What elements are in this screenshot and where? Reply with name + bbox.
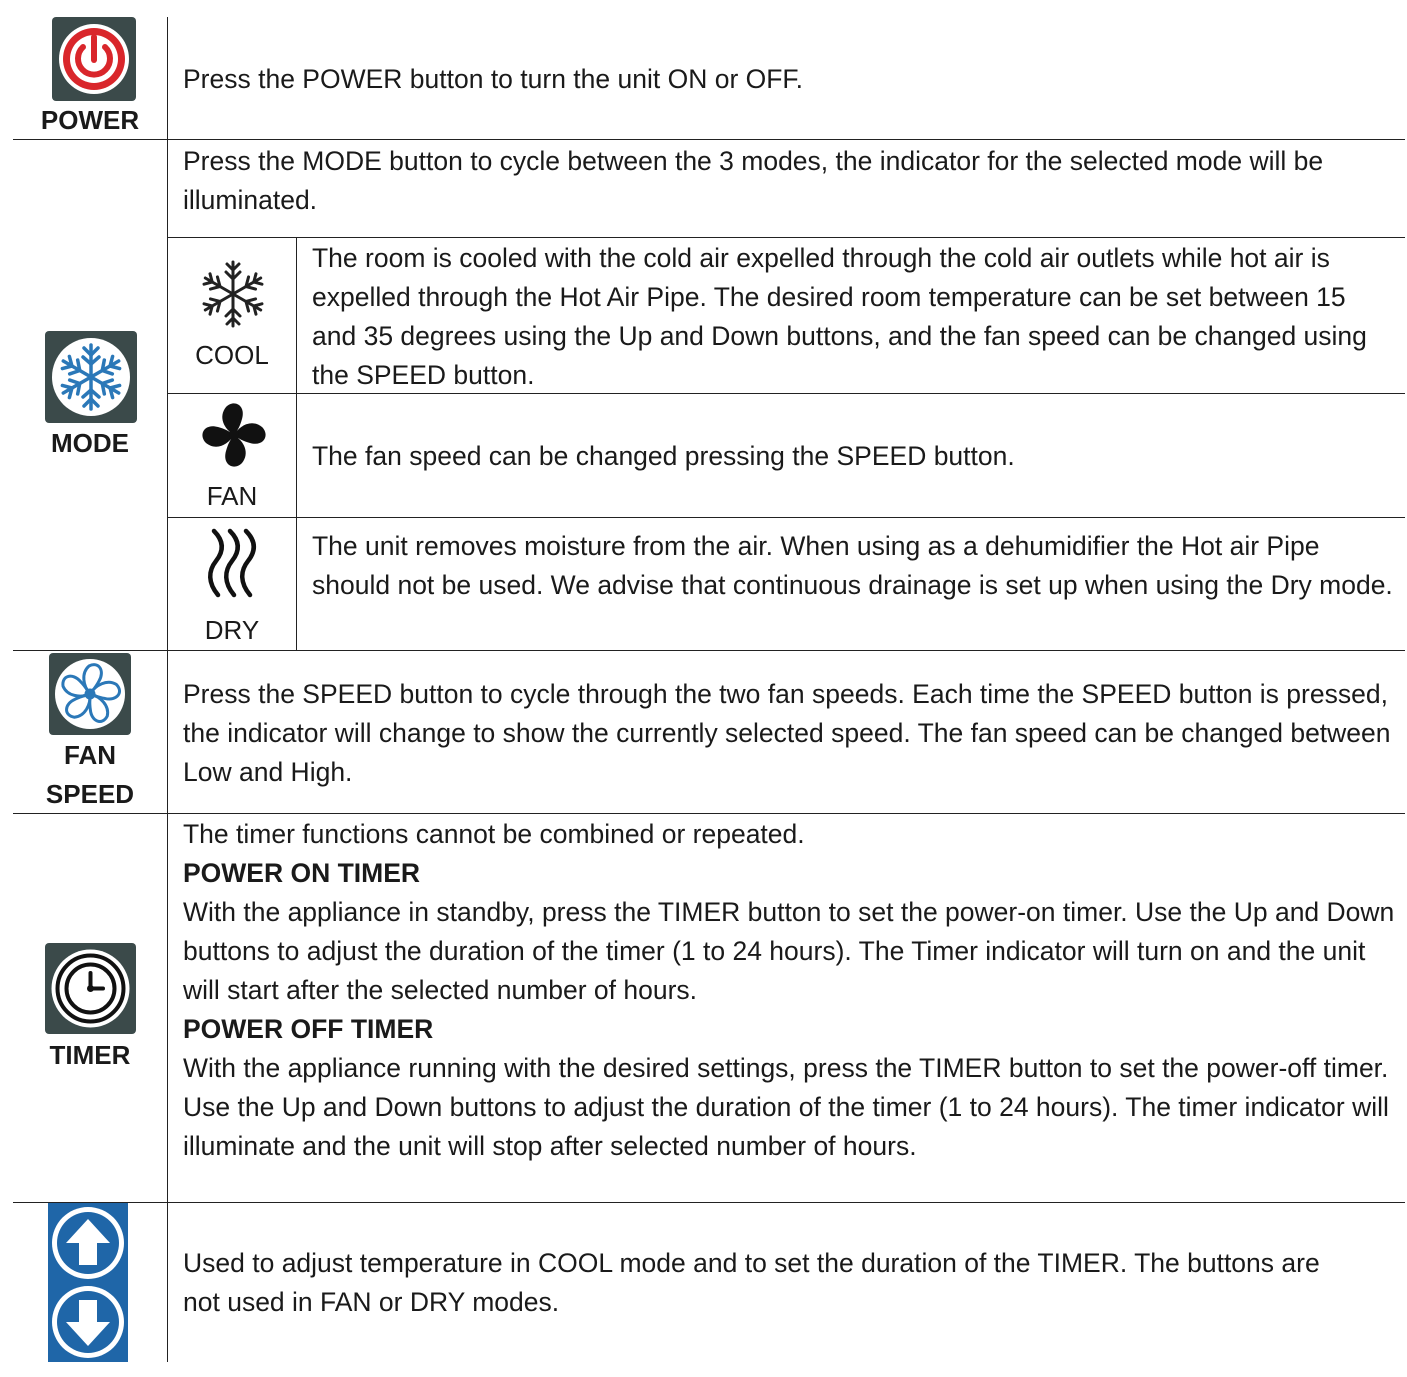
fan-speed-label-line2: SPEED: [45, 779, 135, 809]
power-description: Press the POWER button to turn the unit ON or OFF.: [183, 64, 804, 94]
timer-label: TIMER: [49, 1040, 131, 1070]
row-divider: [13, 650, 1405, 651]
up-arrow-icon: [48, 1203, 128, 1283]
dry-label: DRY: [204, 615, 260, 645]
power-off-timer-text: With the appliance running with the desired settings, press the TIMER button to set the power-off timer. Use the Up and Down buttons to adjust the duration of the timer (1 to 24 hours). The timer indicator will illuminate and the unit will stop after selected number of hours.: [183, 1053, 1389, 1161]
fan-speed-description: Press the SPEED button to cycle through the two fan speeds. Each time the SPEED button is pressed, the indicator will change to show the currently selected speed. The fan speed can be changed between Low and High.: [183, 679, 1391, 787]
fan-speed-label-line1: FAN: [64, 740, 116, 770]
mode-intro: Press the MODE button to cycle between the 3 modes, the indicator for the selected mode will be illuminated.: [183, 146, 1324, 215]
row-divider: [168, 237, 1405, 238]
mode-label: MODE: [51, 428, 129, 458]
fan-speed-icon: [49, 653, 131, 735]
row-divider: [13, 1202, 1405, 1203]
timer-icon: [45, 943, 136, 1034]
dry-description: The unit removes moisture from the air. When using as a dehumidifier the Hot air Pipe should not be used. We advise that continuous drainage is set up when using the Dry mode.: [312, 531, 1393, 600]
fan-label: FAN: [206, 481, 258, 511]
power-on-timer-heading: POWER ON TIMER: [183, 858, 421, 888]
down-arrow-icon: [48, 1283, 128, 1362]
dry-icon: [204, 527, 264, 599]
row-divider: [168, 517, 1405, 518]
fan-icon: [198, 399, 270, 471]
timer-intro: The timer functions cannot be combined or repeated.: [183, 819, 805, 849]
snowflake-mode-icon: [45, 331, 137, 423]
power-off-timer-heading: POWER OFF TIMER: [183, 1014, 434, 1044]
power-on-timer-text: With the appliance in standby, press the TIMER button to set the power-on timer. Use the Up and Down buttons to adjust the duration of the timer (1 to 24 hours). The Timer indicator will turn on and the unit will start after the selected number of hours.: [183, 897, 1395, 1005]
row-divider: [13, 813, 1405, 814]
cool-label: COOL: [195, 340, 269, 370]
row-divider: [13, 139, 1405, 140]
fan-speed-label: [10, 736, 170, 814]
fan-description: The fan speed can be changed pressing the SPEED button.: [312, 441, 1015, 471]
submode-divider: [296, 237, 297, 650]
snowflake-icon: [197, 258, 269, 330]
updown-description: Used to adjust temperature in COOL mode and to set the duration of the TIMER. The buttons are not used in FAN or DRY modes.: [183, 1248, 1320, 1317]
timer-description: [183, 815, 1398, 1166]
power-label: POWER: [40, 105, 140, 135]
power-icon: [52, 17, 136, 101]
cool-description: The room is cooled with the cold air expelled through the cold air outlets while hot air is expelled through the Hot Air Pipe. The desired room temperature can be set between 15 and 35 degrees using the Up and Down buttons, and the fan speed can be changed using the SPEED button.: [312, 243, 1367, 390]
column-divider: [167, 17, 168, 1362]
